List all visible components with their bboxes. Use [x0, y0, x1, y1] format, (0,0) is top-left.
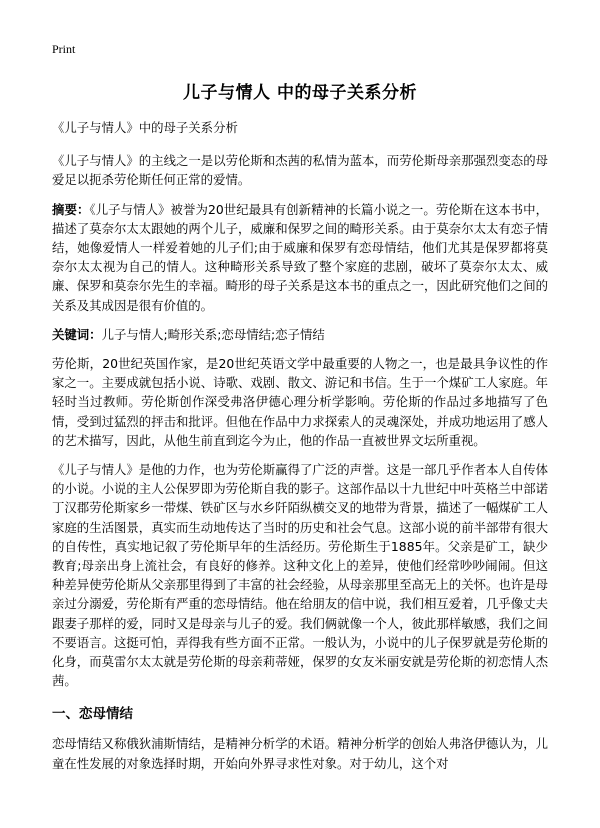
document-title: 儿子与情人 中的母子关系分析	[183, 83, 417, 103]
intro-paragraph: 《儿子与情人》的主线之一是以劳伦斯和杰茜的私情为蓝本，而劳伦斯母亲那强烈变态的母爱足以扼杀劳伦斯任何正常的爱情。	[52, 153, 548, 188]
body-paragraph-2: 《儿子与情人》是他的力作，也为劳伦斯赢得了广泛的声誉。这是一部几乎作者本人自传体的小说。小说的主人公保罗即为劳伦斯自我的影子。这部作品以十九世纪中叶英格兰中部诺丁汉郡劳伦斯家乡一带煤、铁矿区与水乡阡陌纵横交叉的地带为背景，描述了一幅煤矿工人家庭的生活图景，真实而生动地传达了当时的历史和社会气息。这部小说的前半部带有很大的自传性，真实地记叙了劳伦斯早年的生活经历。劳伦斯生于1885年。父亲是矿工，缺少教育;母亲出身上流社会，有良好的修养。这种文化上的差异，使他们经常吵吵闹闹。但这种差异使劳伦斯从父亲那里得到了丰富的社会经验，从母亲那里至高无上的关怀。也许是母亲过分溺爱，劳伦斯有严重的恋母情结。他在给朋友的信中说，我们相互爱着，几乎像丈夫跟妻子那样的爱，同时又是母亲与儿子的爱。我们俩就像一个人，彼此那样敏感，我们之间不要语言。这挺可怕，弄得我有些方面不正常。一般认为，小说中的儿子保罗就是劳伦斯的化身，而莫雷尔太太就是劳伦斯的母亲莉蒂娅，保罗的女友米丽安就是劳伦斯的初恋情人杰茜。	[52, 462, 548, 689]
abstract-text: 《儿子与情人》被誉为20世纪最具有创新精神的长篇小说之一。劳伦斯在这本书中，描述了莫奈尔太太跟她的两个儿子，威廉和保罗之间的畸形关系。由于莫奈尔太太有恋子情结，她像爱情人一样爱着她的儿子们;由于威廉和保罗有恋母情结，他们尤其是保罗都将莫奈尔太太视为自己的情人。这种畸形关系导致了整个家庭的悲剧，破坏了莫奈尔太太、威廉、保罗和莫奈尔先生的幸福。畸形的母子关系是这本书的重点之一，因此研究他们之间的关系及其成因是很有价值的。	[52, 201, 548, 313]
body-paragraph-1: 劳伦斯，20世纪英国作家，是20世纪英语文学中最重要的人物之一，也是最具争议性的作家之一。主要成就包括小说、诗歌、戏剧、散文、游记和书信。生于一个煤矿工人家庭。年轻时当过教师。劳伦斯创作深受弗洛伊德心理分析学影响。劳伦斯的作品过多地描写了色情，受到过猛烈的抨击和批评。但他在作品中力求探索人的灵魂深处，并成功地运用了感人的艺术描写，因此，从他生前直到迄今为止，他的作品一直被世界文坛所重视。	[52, 356, 548, 448]
abstract-label: 摘要：	[52, 201, 90, 217]
section-paragraph: 恋母情结又称俄狄浦斯情结，是精神分析学的术语。精神分析学的创始人弗洛伊德认为，儿童在性发展的对象选择时期，开始向外界寻求性对象。对于幼儿，这个对	[52, 736, 548, 771]
document-body	[52, 118, 548, 783]
keywords-paragraph	[52, 325, 548, 344]
section-heading: 一、恋母情结	[52, 706, 133, 723]
print-label: Print	[52, 42, 76, 56]
abstract-paragraph	[52, 200, 548, 315]
document-subtitle: 《儿子与情人》中的母子关系分析	[52, 120, 238, 135]
keywords-label: 关键词：	[52, 326, 102, 342]
keywords-text: 儿子与情人;畸形关系;恋母情结;恋子情结	[101, 326, 325, 342]
